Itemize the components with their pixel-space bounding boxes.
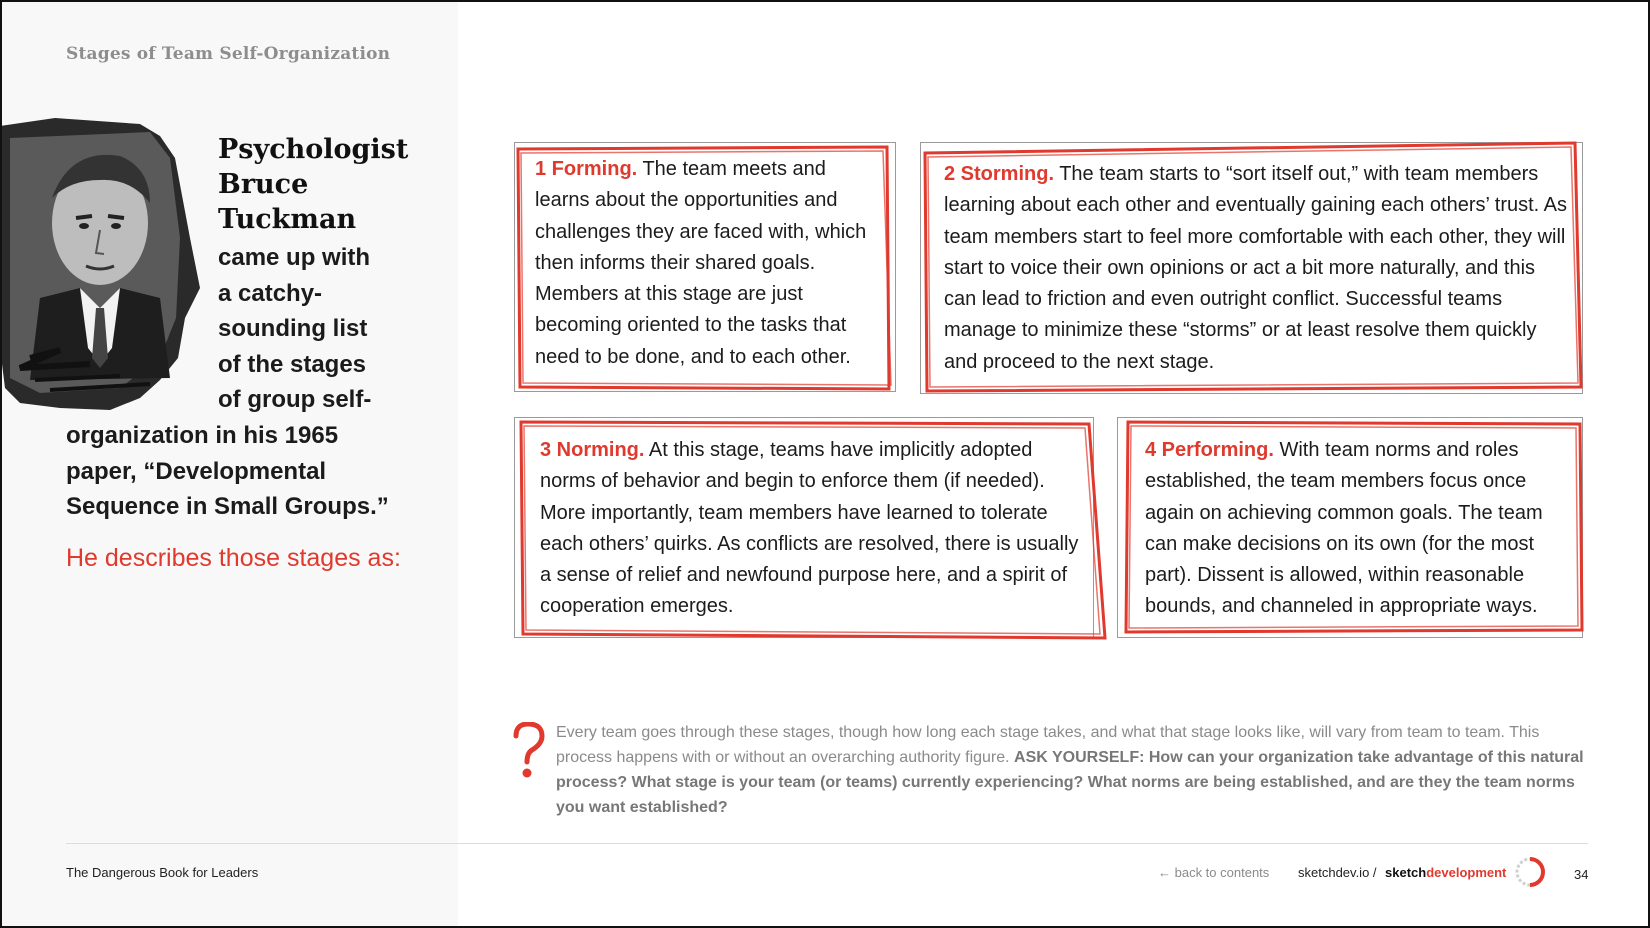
stage-label-storming: 2 Storming. <box>944 163 1055 185</box>
stage-text-performing <box>1145 435 1570 623</box>
portrait-photo <box>0 118 205 413</box>
bio-name: Psychologist Bruce Tuckman <box>218 134 409 235</box>
stage-label-forming: 1 Forming. <box>535 158 638 180</box>
stage-label-performing: 4 Performing. <box>1145 439 1274 461</box>
brand-sketch: sketch <box>1385 865 1427 880</box>
question-mark-icon <box>510 722 546 780</box>
bio-text-wide: organization in his 1965 paper, “Developmental Sequence in Small Groups.” <box>66 422 389 520</box>
site-link[interactable]: sketchdev.io / <box>1298 865 1377 880</box>
stage-body-performing: With team norms and roles established, the team members focus once again on achieving common goals. The team can make decisions on its own (for the most part). Dissent is allowed, within reasonable bounds, and channeled in appropriate ways. <box>1145 439 1543 618</box>
stage-label-norming: 3 Norming. <box>540 439 645 461</box>
stage-card-forming <box>514 142 896 392</box>
section-title: Stages of Team Self-Organization <box>66 44 391 64</box>
stage-card-storming <box>920 142 1583 394</box>
brand-development: development <box>1426 865 1507 880</box>
question-intro: Every team goes through these stages, though how long each stage takes, and what that stage looks like, will vary from team to team. This process happens with or without an overarching authority figure. <box>556 724 1540 766</box>
stage-card-performing <box>1117 417 1583 638</box>
stage-body-norming: At this stage, teams have implicitly adopted norms of behavior and begin to enforce them (if needed). More importantly, team members have learned to tolerate each others’ quirks. As conflicts are resolved, there is usually a sense of relief and newfound purpose here, and a spirit of cooperation emerges. <box>540 439 1079 618</box>
stage-body-forming: The team meets and learns about the opportunities and challenges they are faced with, which then informs their shared goals. Members at this stage are just becoming oriented to the tasks that need to be done, and to each other. <box>535 158 867 368</box>
stage-text-forming <box>535 154 881 373</box>
stages-intro: He describes those stages as: <box>66 544 401 572</box>
ask-yourself: ASK YOURSELF: How can your organization take advantage of this natural process? What stage is your team (or teams) currently experiencing? What norms are being established, and are they the team norms you want established? <box>556 749 1584 816</box>
brand-logo-icon <box>1512 854 1548 890</box>
stage-text-norming <box>540 435 1080 623</box>
footer-divider <box>66 843 1588 844</box>
stage-card-norming <box>514 417 1094 638</box>
stage-text-storming <box>944 159 1569 378</box>
back-to-contents-link[interactable]: ← back to contents <box>1158 865 1270 880</box>
bio-text-narrow: came up with a catchy- sounding list of the stages of group self- <box>218 244 372 413</box>
reflection-question <box>556 720 1586 820</box>
brand-wordmark <box>1385 865 1506 880</box>
stage-body-storming: The team starts to “sort itself out,” with team members learning about each other and eventually gaining each others’ trust. As team members start to feel more comfortable with each other, they will start to voice their own opinions or act a bit more naturally, and this can lead to friction and even outright conflict. Successful teams manage to minimize these “storms” or at least resolve them quickly and proceed to the next stage. <box>944 163 1568 373</box>
page-number: 34 <box>1574 867 1589 882</box>
book-title: The Dangerous Book for Leaders <box>66 865 259 880</box>
